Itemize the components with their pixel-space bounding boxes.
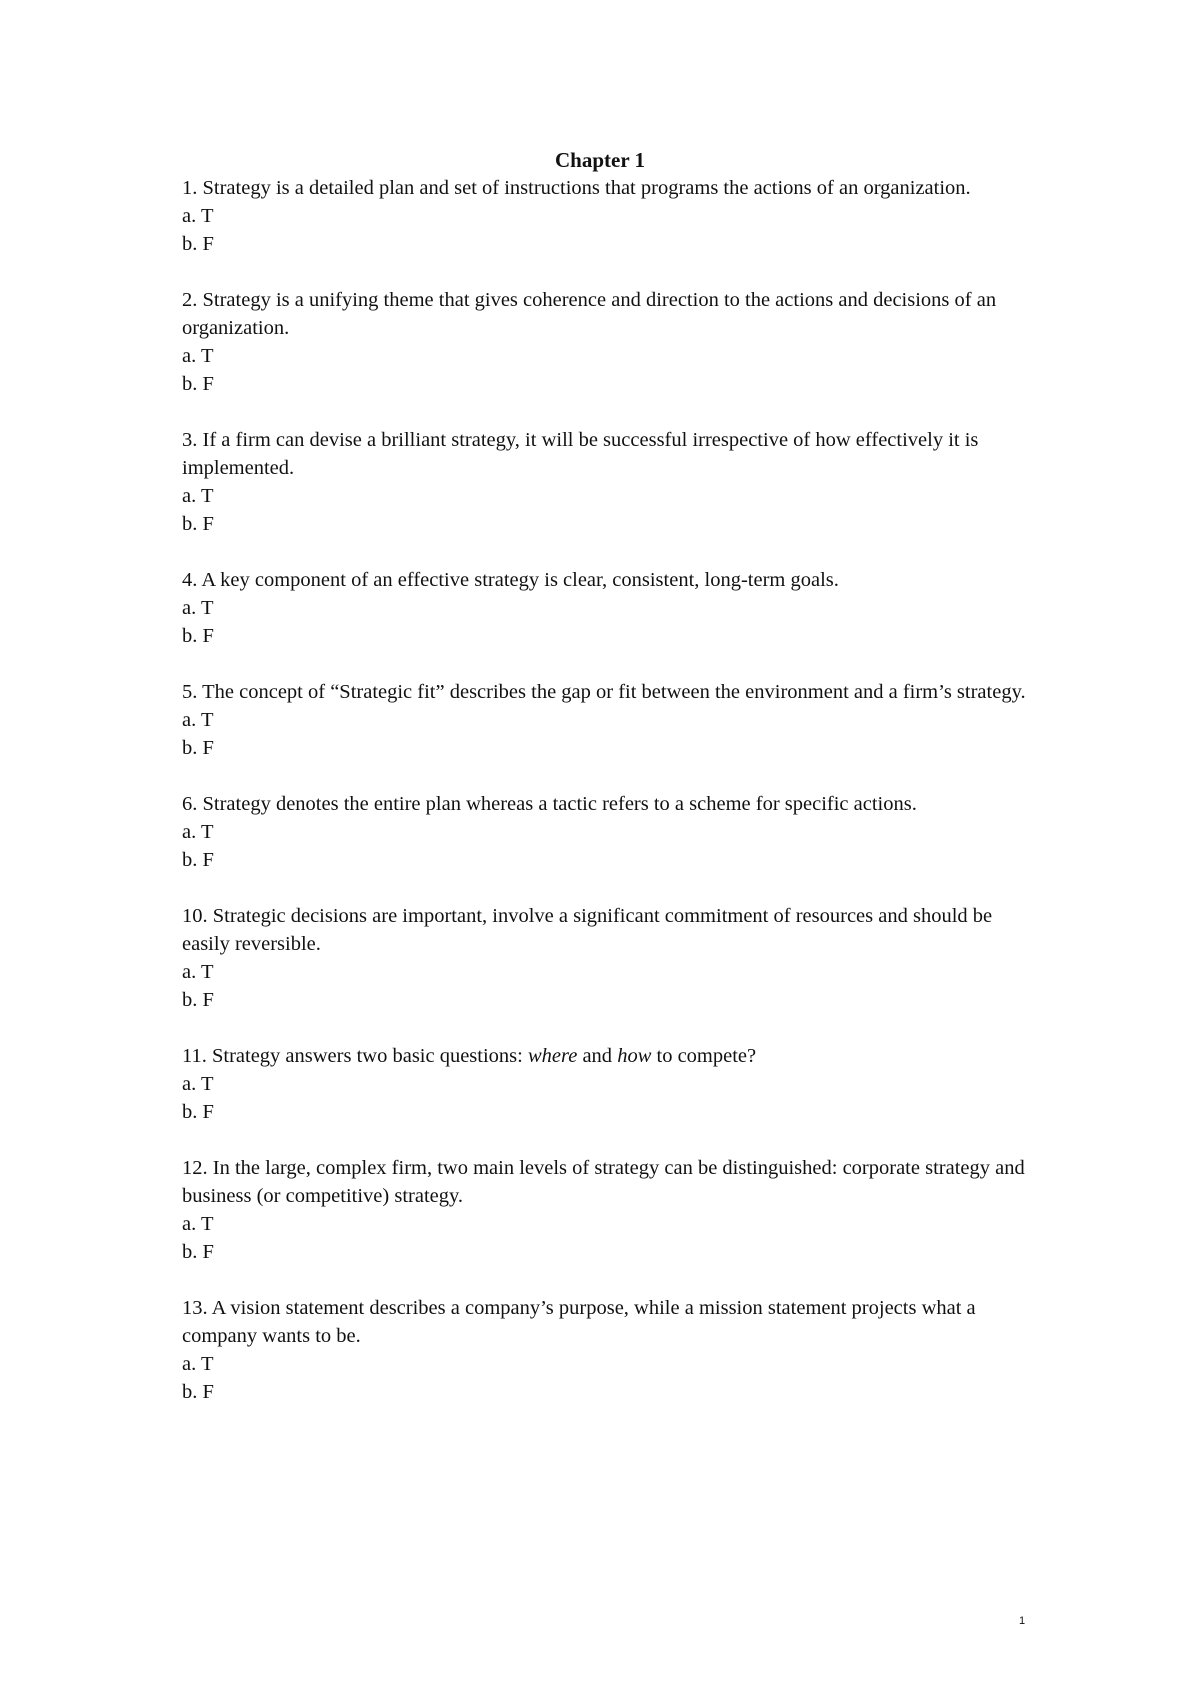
option-false: b. F	[182, 989, 214, 1011]
emphasis-how: how	[617, 1045, 652, 1067]
question-text: 1. Strategy is a detailed plan and set of instructions that programs the actions of an organization.	[182, 177, 971, 199]
option-true: a. T	[182, 205, 214, 227]
question-text: 4. A key component of an effective strategy is clear, consistent, long-term goals.	[182, 569, 839, 591]
question-6	[182, 790, 1032, 874]
option-true: a. T	[182, 345, 214, 367]
option-true: a. T	[182, 597, 214, 619]
question-1	[182, 174, 1032, 258]
question-text: 10. Strategic decisions are important, involve a significant commitment of resources and should be easily reversible.	[182, 905, 993, 955]
option-false: b. F	[182, 1101, 214, 1123]
question-text-part: to compete?	[651, 1045, 757, 1067]
question-5	[182, 678, 1032, 762]
option-false: b. F	[182, 1381, 214, 1403]
option-false: b. F	[182, 625, 214, 647]
page-title: Chapter 1	[554, 148, 646, 172]
question-text: 5. The concept of “Strategic fit” describes the gap or fit between the environment and a firm’s strategy.	[182, 681, 1026, 703]
question-2	[182, 286, 1032, 398]
option-true: a. T	[182, 1213, 214, 1235]
question-text-part: 11. Strategy answers two basic questions:	[182, 1045, 528, 1067]
option-false: b. F	[182, 373, 214, 395]
option-false: b. F	[182, 849, 214, 871]
option-false: b. F	[182, 1241, 214, 1263]
option-true: a. T	[182, 961, 214, 983]
emphasis-where: where	[527, 1045, 578, 1067]
question-text: 12. In the large, complex firm, two main levels of strategy can be distinguished: corporate strategy and business (or competitive) strategy.	[182, 1157, 1025, 1207]
option-true: a. T	[182, 821, 214, 843]
question-11	[182, 1042, 1032, 1126]
option-false: b. F	[182, 233, 214, 255]
question-text: 13. A vision statement describes a company’s purpose, while a mission statement projects what a company wants to be.	[182, 1297, 976, 1347]
question-4	[182, 566, 1032, 650]
option-true: a. T	[182, 485, 214, 507]
question-list	[182, 174, 1032, 1434]
question-text: 3. If a firm can devise a brilliant strategy, it will be successful irrespective of how effectively it is implemented.	[182, 429, 979, 479]
option-true: a. T	[182, 1353, 214, 1375]
question-text: 2. Strategy is a unifying theme that gives coherence and direction to the actions and decisions of an organization.	[182, 289, 997, 339]
question-10	[182, 902, 1032, 1014]
option-true: a. T	[182, 1073, 214, 1095]
question-12	[182, 1154, 1032, 1266]
question-text-part: and	[577, 1045, 618, 1067]
option-false: b. F	[182, 513, 214, 535]
page-number: 1	[1019, 1615, 1026, 1627]
question-text: 6. Strategy denotes the entire plan whereas a tactic refers to a scheme for specific actions.	[182, 793, 917, 815]
question-13	[182, 1294, 1032, 1406]
option-true: a. T	[182, 709, 214, 731]
option-false: b. F	[182, 737, 214, 759]
question-3	[182, 426, 1032, 538]
question-text	[182, 1042, 1032, 1070]
